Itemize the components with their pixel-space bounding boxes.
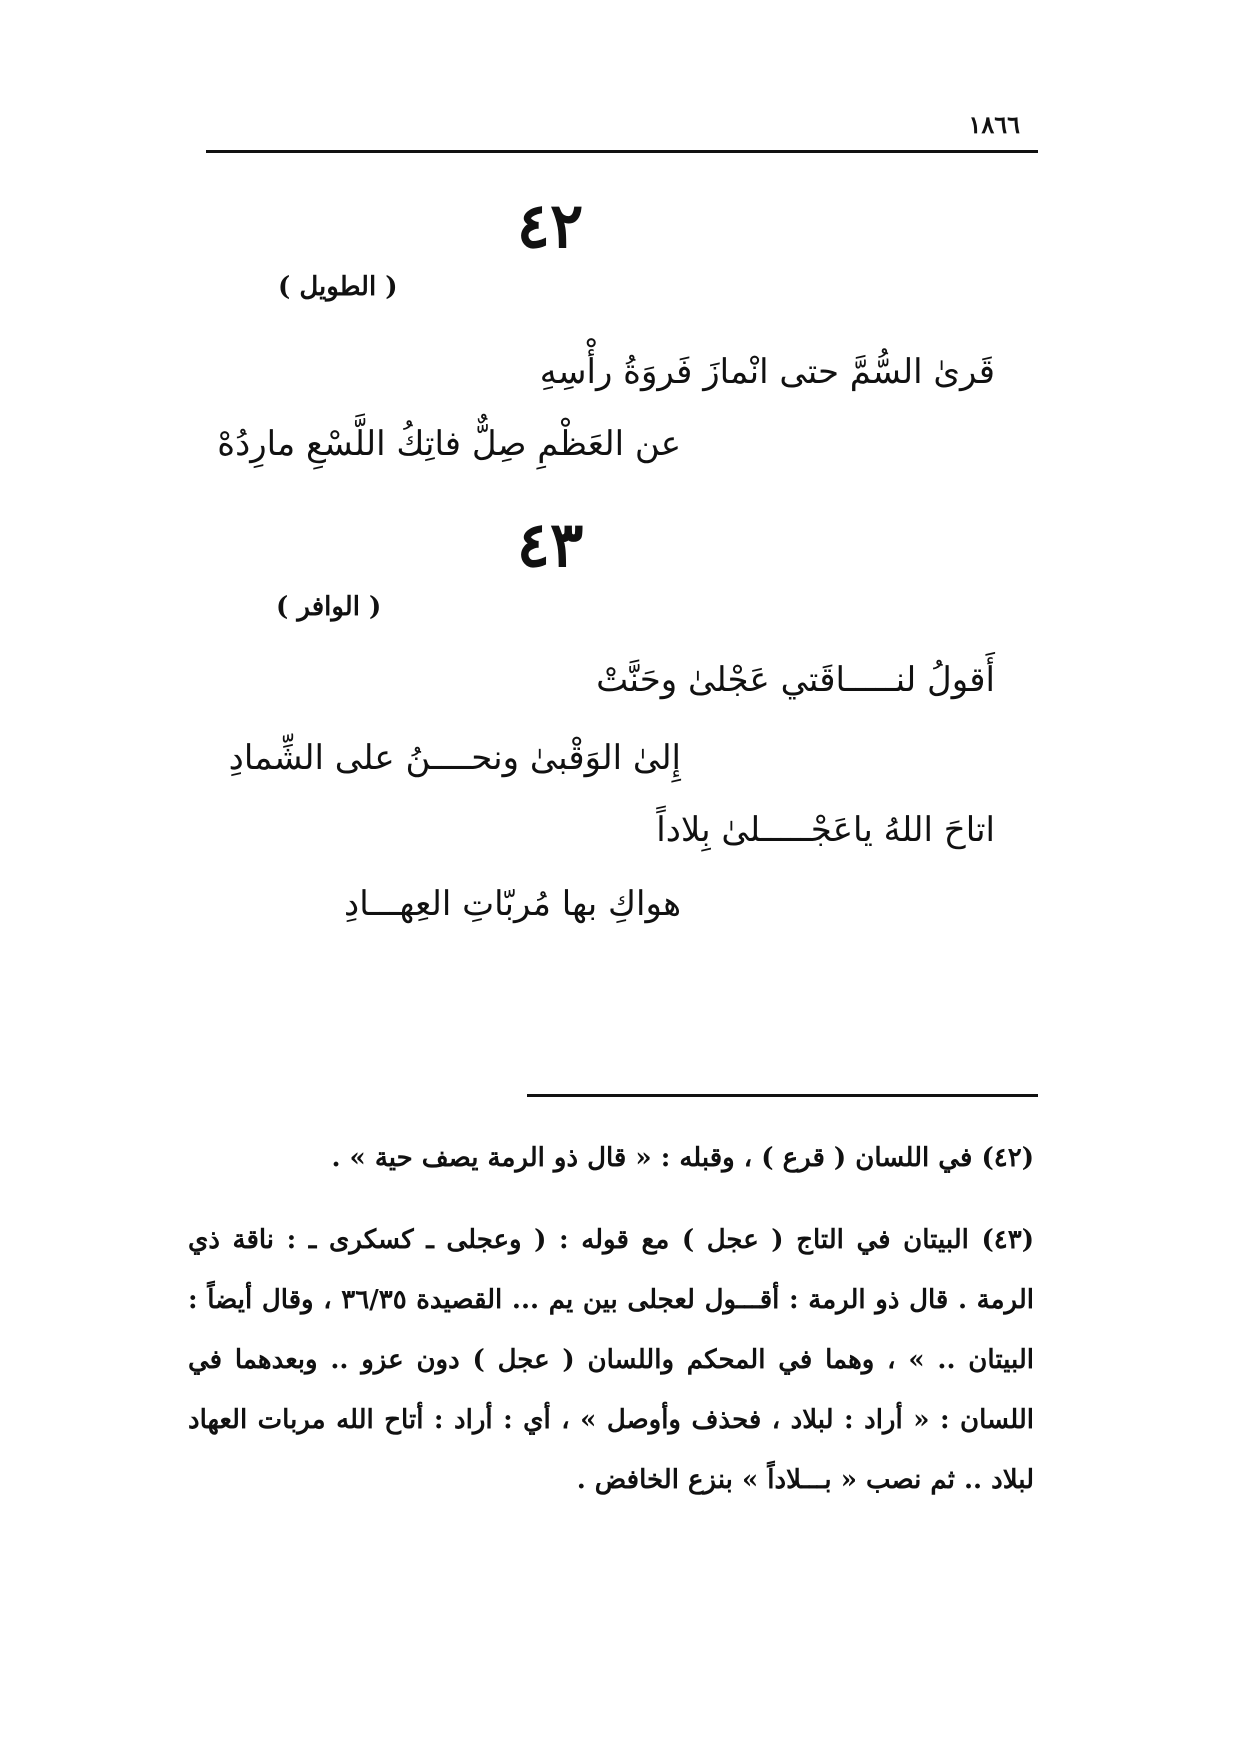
footnote-42: (٤٢) في اللسان ( قرع ) ، وقبله : « قال ذو الرمة يصف حية » . [331, 1143, 1034, 1173]
poem-43-verse-2: إِلىٰ الوَقْبىٰ ونحــــنُ على الشِّمادِ [228, 738, 681, 778]
footnotes [188, 1128, 1034, 1532]
poem-43-verse-3: اتاحَ اللهُ ياعَجْـــــلىٰ بِلاداً [656, 810, 995, 850]
poem-42-meter: ( الطويل ) [278, 272, 398, 302]
header-rule [206, 150, 1038, 153]
poem-43-verse-1: أَقولُ لنـــــاقَتي عَجْلىٰ وحَنَّتْ [596, 660, 995, 700]
poem-43-verse-4: هواكِ بها مُربّاتِ العِهـــادِ [344, 884, 681, 924]
footnote-43: (٤٣) البيتان في التاج ( عجل ) مع قوله : ( وعجلى ـ كسكرى ـ : ناقة ذي الرمة . قال ذو الرمة : أقـــول لعجلى بين يم ... القصيدة ٣٦/٣٥ ، وقال أيضاً : البيتان .. » ، وهما في المحكم واللسان ( عجل ) دون عزو .. وبعدهما في اللسان : « أراد : لبلاد ، فحذف وأوصل » ، أي : أراد : أتاح الله مربات العهاد لبلاد .. ثم نصب « بـــلاداً » بنزع الخافض . [188, 1225, 1034, 1495]
footnote-rule [527, 1094, 1038, 1097]
poem-42-verse-2: عن العَظْمِ صِلٌّ فاتِكُ اللَّسْعِ مارِدُهْ [217, 424, 681, 464]
page-number: ١٨٦٦ [968, 110, 1020, 139]
poem-number-43: ٤٣ [516, 508, 584, 581]
poem-number-42: ٤٢ [516, 189, 584, 262]
poem-42-verse-1: قَرىٰ السُّمَّ حتى انْمازَ فَروَةُ رأْسِهِ [539, 352, 995, 392]
poem-43-meter: ( الوافر ) [276, 592, 382, 622]
